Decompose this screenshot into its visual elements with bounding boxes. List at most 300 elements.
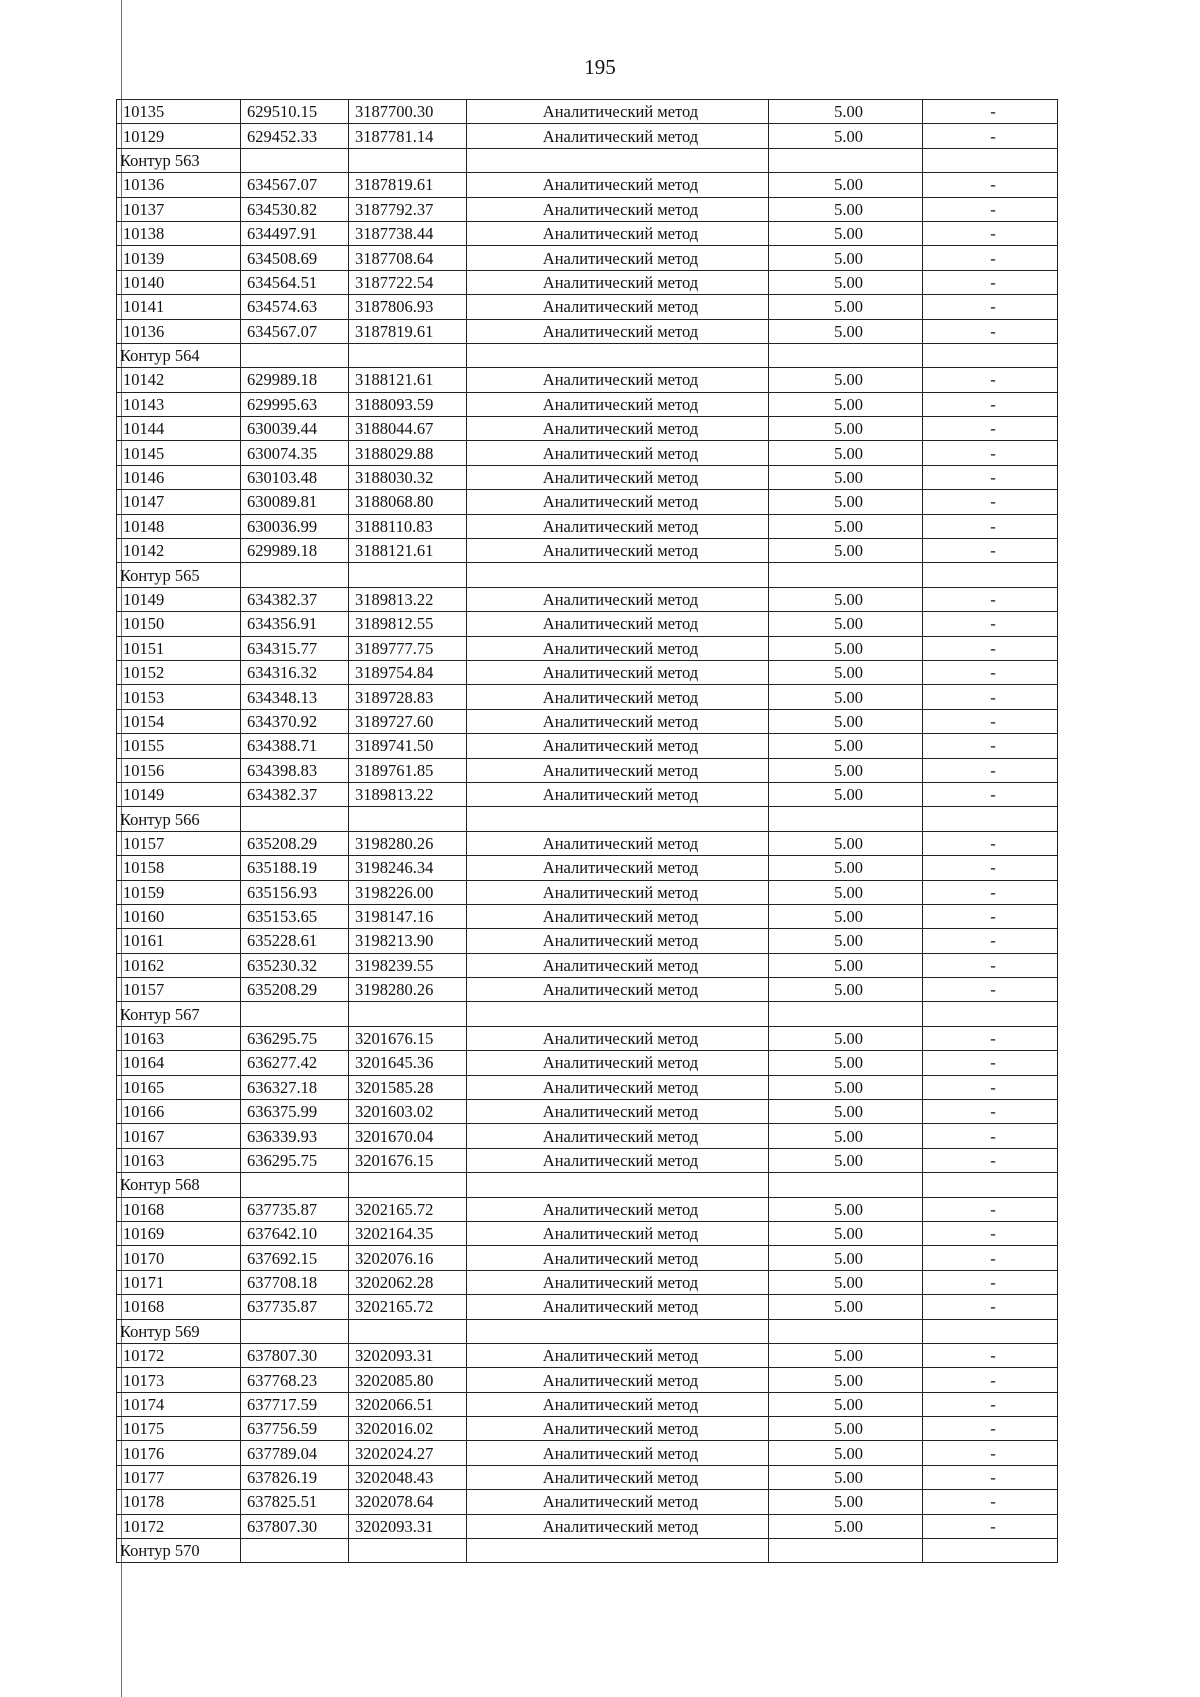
point-id-cell: 10170	[117, 1246, 241, 1270]
x-coordinate-cell: 635208.29	[241, 978, 349, 1002]
empty-cell	[769, 343, 923, 367]
point-id-cell: 10151	[117, 636, 241, 660]
note-cell: -	[923, 685, 1058, 709]
note-cell: -	[923, 1221, 1058, 1245]
x-coordinate-cell: 634370.92	[241, 709, 349, 733]
y-coordinate-cell: 3187722.54	[349, 270, 467, 294]
point-id-cell: 10163	[117, 1026, 241, 1050]
table-row	[117, 392, 1058, 416]
table-row	[117, 270, 1058, 294]
method-cell: Аналитический метод	[467, 368, 769, 392]
table-row	[117, 758, 1058, 782]
contour-label: Контур 563	[117, 148, 241, 172]
method-cell: Аналитический метод	[467, 953, 769, 977]
y-coordinate-cell: 3198213.90	[349, 929, 467, 953]
accuracy-cell: 5.00	[769, 1051, 923, 1075]
table-row	[117, 100, 1058, 124]
table-row	[117, 368, 1058, 392]
y-coordinate-cell: 3188044.67	[349, 417, 467, 441]
point-id-cell: 10176	[117, 1441, 241, 1465]
accuracy-cell: 5.00	[769, 953, 923, 977]
table-row	[117, 904, 1058, 928]
accuracy-cell: 5.00	[769, 441, 923, 465]
table-row	[117, 1026, 1058, 1050]
point-id-cell: 10144	[117, 417, 241, 441]
x-coordinate-cell: 637717.59	[241, 1392, 349, 1416]
x-coordinate-cell: 630036.99	[241, 514, 349, 538]
method-cell: Аналитический метод	[467, 1270, 769, 1294]
x-coordinate-cell: 637735.87	[241, 1197, 349, 1221]
x-coordinate-cell: 637807.30	[241, 1343, 349, 1367]
note-cell: -	[923, 1392, 1058, 1416]
y-coordinate-cell: 3202165.72	[349, 1295, 467, 1319]
note-cell: -	[923, 1246, 1058, 1270]
accuracy-cell: 5.00	[769, 417, 923, 441]
note-cell: -	[923, 782, 1058, 806]
accuracy-cell: 5.00	[769, 1221, 923, 1245]
accuracy-cell: 5.00	[769, 100, 923, 124]
accuracy-cell: 5.00	[769, 1246, 923, 1270]
method-cell: Аналитический метод	[467, 660, 769, 684]
point-id-cell: 10148	[117, 514, 241, 538]
method-cell: Аналитический метод	[467, 490, 769, 514]
y-coordinate-cell: 3202066.51	[349, 1392, 467, 1416]
note-cell: -	[923, 1441, 1058, 1465]
table-row	[117, 1100, 1058, 1124]
method-cell: Аналитический метод	[467, 856, 769, 880]
method-cell: Аналитический метод	[467, 246, 769, 270]
point-id-cell: 10173	[117, 1368, 241, 1392]
empty-cell	[923, 1539, 1058, 1563]
empty-cell	[241, 1539, 349, 1563]
x-coordinate-cell: 634348.13	[241, 685, 349, 709]
x-coordinate-cell: 635153.65	[241, 904, 349, 928]
x-coordinate-cell: 630103.48	[241, 465, 349, 489]
x-coordinate-cell: 634530.82	[241, 197, 349, 221]
table-row	[117, 587, 1058, 611]
accuracy-cell: 5.00	[769, 782, 923, 806]
point-id-cell: 10175	[117, 1417, 241, 1441]
method-cell: Аналитический метод	[467, 1148, 769, 1172]
note-cell: -	[923, 978, 1058, 1002]
y-coordinate-cell: 3202085.80	[349, 1368, 467, 1392]
method-cell: Аналитический метод	[467, 1026, 769, 1050]
method-cell: Аналитический метод	[467, 270, 769, 294]
y-coordinate-cell: 3202048.43	[349, 1465, 467, 1489]
contour-label: Контур 568	[117, 1173, 241, 1197]
note-cell: -	[923, 514, 1058, 538]
y-coordinate-cell: 3188110.83	[349, 514, 467, 538]
y-coordinate-cell: 3189754.84	[349, 660, 467, 684]
table-row	[117, 929, 1058, 953]
method-cell: Аналитический метод	[467, 539, 769, 563]
table-row	[117, 1514, 1058, 1538]
note-cell: -	[923, 1197, 1058, 1221]
accuracy-cell: 5.00	[769, 660, 923, 684]
x-coordinate-cell: 634356.91	[241, 612, 349, 636]
accuracy-cell: 5.00	[769, 1197, 923, 1221]
empty-cell	[923, 1173, 1058, 1197]
page-number: 195	[584, 55, 616, 79]
note-cell: -	[923, 441, 1058, 465]
method-cell: Аналитический метод	[467, 441, 769, 465]
note-cell: -	[923, 1465, 1058, 1489]
y-coordinate-cell: 3187781.14	[349, 124, 467, 148]
point-id-cell: 10136	[117, 319, 241, 343]
accuracy-cell: 5.00	[769, 1100, 923, 1124]
table-row	[117, 1270, 1058, 1294]
point-id-cell: 10169	[117, 1221, 241, 1245]
table-row	[117, 1490, 1058, 1514]
note-cell: -	[923, 539, 1058, 563]
point-id-cell: 10168	[117, 1295, 241, 1319]
accuracy-cell: 5.00	[769, 758, 923, 782]
method-cell: Аналитический метод	[467, 1417, 769, 1441]
y-coordinate-cell: 3187708.64	[349, 246, 467, 270]
x-coordinate-cell: 634567.07	[241, 173, 349, 197]
empty-cell	[349, 343, 467, 367]
accuracy-cell: 5.00	[769, 465, 923, 489]
y-coordinate-cell: 3201670.04	[349, 1124, 467, 1148]
x-coordinate-cell: 634574.63	[241, 295, 349, 319]
y-coordinate-cell: 3189741.50	[349, 734, 467, 758]
x-coordinate-cell: 634382.37	[241, 782, 349, 806]
empty-cell	[923, 1319, 1058, 1343]
accuracy-cell: 5.00	[769, 514, 923, 538]
method-cell: Аналитический метод	[467, 1100, 769, 1124]
table-row	[117, 124, 1058, 148]
note-cell: -	[923, 929, 1058, 953]
accuracy-cell: 5.00	[769, 392, 923, 416]
contour-row	[117, 148, 1058, 172]
accuracy-cell: 5.00	[769, 587, 923, 611]
accuracy-cell: 5.00	[769, 1441, 923, 1465]
x-coordinate-cell: 636327.18	[241, 1075, 349, 1099]
coordinates-table-body	[117, 100, 1058, 1563]
table-row	[117, 295, 1058, 319]
method-cell: Аналитический метод	[467, 978, 769, 1002]
note-cell: -	[923, 1295, 1058, 1319]
accuracy-cell: 5.00	[769, 1148, 923, 1172]
y-coordinate-cell: 3202164.35	[349, 1221, 467, 1245]
method-cell: Аналитический метод	[467, 1368, 769, 1392]
note-cell: -	[923, 660, 1058, 684]
method-cell: Аналитический метод	[467, 1246, 769, 1270]
x-coordinate-cell: 637789.04	[241, 1441, 349, 1465]
x-coordinate-cell: 637807.30	[241, 1514, 349, 1538]
x-coordinate-cell: 637642.10	[241, 1221, 349, 1245]
point-id-cell: 10136	[117, 173, 241, 197]
accuracy-cell: 5.00	[769, 612, 923, 636]
method-cell: Аналитический метод	[467, 758, 769, 782]
y-coordinate-cell: 3202024.27	[349, 1441, 467, 1465]
table-row	[117, 1221, 1058, 1245]
empty-cell	[349, 563, 467, 587]
empty-cell	[923, 1002, 1058, 1026]
accuracy-cell: 5.00	[769, 1295, 923, 1319]
empty-cell	[241, 1319, 349, 1343]
method-cell: Аналитический метод	[467, 1343, 769, 1367]
table-row	[117, 514, 1058, 538]
accuracy-cell: 5.00	[769, 685, 923, 709]
point-id-cell: 10163	[117, 1148, 241, 1172]
point-id-cell: 10162	[117, 953, 241, 977]
empty-cell	[769, 148, 923, 172]
empty-cell	[467, 343, 769, 367]
note-cell: -	[923, 1026, 1058, 1050]
accuracy-cell: 5.00	[769, 368, 923, 392]
accuracy-cell: 5.00	[769, 978, 923, 1002]
y-coordinate-cell: 3188093.59	[349, 392, 467, 416]
table-row	[117, 1295, 1058, 1319]
contour-label: Контур 569	[117, 1319, 241, 1343]
point-id-cell: 10155	[117, 734, 241, 758]
empty-cell	[467, 1173, 769, 1197]
point-id-cell: 10172	[117, 1514, 241, 1538]
empty-cell	[769, 1002, 923, 1026]
method-cell: Аналитический метод	[467, 417, 769, 441]
accuracy-cell: 5.00	[769, 1026, 923, 1050]
table-row	[117, 417, 1058, 441]
point-id-cell: 10165	[117, 1075, 241, 1099]
method-cell: Аналитический метод	[467, 904, 769, 928]
contour-row	[117, 563, 1058, 587]
method-cell: Аналитический метод	[467, 197, 769, 221]
table-row	[117, 1148, 1058, 1172]
x-coordinate-cell: 636375.99	[241, 1100, 349, 1124]
x-coordinate-cell: 637756.59	[241, 1417, 349, 1441]
method-cell: Аналитический метод	[467, 1490, 769, 1514]
y-coordinate-cell: 3188068.80	[349, 490, 467, 514]
point-id-cell: 10168	[117, 1197, 241, 1221]
method-cell: Аналитический метод	[467, 831, 769, 855]
note-cell: -	[923, 490, 1058, 514]
note-cell: -	[923, 612, 1058, 636]
table-row	[117, 782, 1058, 806]
method-cell: Аналитический метод	[467, 514, 769, 538]
x-coordinate-cell: 637826.19	[241, 1465, 349, 1489]
x-coordinate-cell: 634388.71	[241, 734, 349, 758]
point-id-cell: 10164	[117, 1051, 241, 1075]
point-id-cell: 10167	[117, 1124, 241, 1148]
method-cell: Аналитический метод	[467, 221, 769, 245]
y-coordinate-cell: 3189728.83	[349, 685, 467, 709]
note-cell: -	[923, 197, 1058, 221]
table-row	[117, 465, 1058, 489]
empty-cell	[769, 1319, 923, 1343]
point-id-cell: 10177	[117, 1465, 241, 1489]
note-cell: -	[923, 392, 1058, 416]
y-coordinate-cell: 3187738.44	[349, 221, 467, 245]
note-cell: -	[923, 880, 1058, 904]
empty-cell	[769, 1539, 923, 1563]
empty-cell	[467, 1002, 769, 1026]
method-cell: Аналитический метод	[467, 685, 769, 709]
method-cell: Аналитический метод	[467, 1051, 769, 1075]
y-coordinate-cell: 3188121.61	[349, 539, 467, 563]
empty-cell	[241, 1173, 349, 1197]
y-coordinate-cell: 3201603.02	[349, 1100, 467, 1124]
y-coordinate-cell: 3187819.61	[349, 319, 467, 343]
point-id-cell: 10137	[117, 197, 241, 221]
contour-row	[117, 343, 1058, 367]
note-cell: -	[923, 1124, 1058, 1148]
y-coordinate-cell: 3202093.31	[349, 1343, 467, 1367]
x-coordinate-cell: 636295.75	[241, 1148, 349, 1172]
accuracy-cell: 5.00	[769, 173, 923, 197]
note-cell: -	[923, 831, 1058, 855]
contour-row	[117, 807, 1058, 831]
accuracy-cell: 5.00	[769, 539, 923, 563]
y-coordinate-cell: 3202093.31	[349, 1514, 467, 1538]
contour-row	[117, 1173, 1058, 1197]
x-coordinate-cell: 629989.18	[241, 539, 349, 563]
method-cell: Аналитический метод	[467, 465, 769, 489]
empty-cell	[349, 1002, 467, 1026]
accuracy-cell: 5.00	[769, 734, 923, 758]
note-cell: -	[923, 173, 1058, 197]
table-row	[117, 441, 1058, 465]
point-id-cell: 10150	[117, 612, 241, 636]
x-coordinate-cell: 636295.75	[241, 1026, 349, 1050]
table-row	[117, 978, 1058, 1002]
method-cell: Аналитический метод	[467, 1197, 769, 1221]
empty-cell	[769, 807, 923, 831]
point-id-cell: 10142	[117, 539, 241, 563]
accuracy-cell: 5.00	[769, 636, 923, 660]
y-coordinate-cell: 3198147.16	[349, 904, 467, 928]
point-id-cell: 10160	[117, 904, 241, 928]
x-coordinate-cell: 629995.63	[241, 392, 349, 416]
contour-label: Контур 567	[117, 1002, 241, 1026]
method-cell: Аналитический метод	[467, 1441, 769, 1465]
point-id-cell: 10166	[117, 1100, 241, 1124]
x-coordinate-cell: 630039.44	[241, 417, 349, 441]
y-coordinate-cell: 3201585.28	[349, 1075, 467, 1099]
point-id-cell: 10147	[117, 490, 241, 514]
accuracy-cell: 5.00	[769, 1075, 923, 1099]
method-cell: Аналитический метод	[467, 1392, 769, 1416]
x-coordinate-cell: 634567.07	[241, 319, 349, 343]
empty-cell	[241, 343, 349, 367]
accuracy-cell: 5.00	[769, 197, 923, 221]
point-id-cell: 10178	[117, 1490, 241, 1514]
table-row	[117, 953, 1058, 977]
table-row	[117, 1343, 1058, 1367]
note-cell: -	[923, 1270, 1058, 1294]
note-cell: -	[923, 221, 1058, 245]
empty-cell	[467, 563, 769, 587]
y-coordinate-cell: 3189813.22	[349, 587, 467, 611]
contour-row	[117, 1002, 1058, 1026]
point-id-cell: 10140	[117, 270, 241, 294]
accuracy-cell: 5.00	[769, 904, 923, 928]
note-cell: -	[923, 1417, 1058, 1441]
method-cell: Аналитический метод	[467, 392, 769, 416]
method-cell: Аналитический метод	[467, 319, 769, 343]
point-id-cell: 10153	[117, 685, 241, 709]
table-row	[117, 831, 1058, 855]
note-cell: -	[923, 904, 1058, 928]
table-row	[117, 734, 1058, 758]
x-coordinate-cell: 635208.29	[241, 831, 349, 855]
x-coordinate-cell: 634497.91	[241, 221, 349, 245]
empty-cell	[923, 148, 1058, 172]
table-row	[117, 319, 1058, 343]
method-cell: Аналитический метод	[467, 1124, 769, 1148]
table-row	[117, 660, 1058, 684]
empty-cell	[467, 1319, 769, 1343]
accuracy-cell: 5.00	[769, 246, 923, 270]
accuracy-cell: 5.00	[769, 1417, 923, 1441]
method-cell: Аналитический метод	[467, 124, 769, 148]
table-row	[117, 1392, 1058, 1416]
empty-cell	[349, 1319, 467, 1343]
note-cell: -	[923, 636, 1058, 660]
point-id-cell: 10157	[117, 831, 241, 855]
empty-cell	[241, 1002, 349, 1026]
contour-row	[117, 1539, 1058, 1563]
empty-cell	[467, 148, 769, 172]
x-coordinate-cell: 634382.37	[241, 587, 349, 611]
point-id-cell: 10149	[117, 587, 241, 611]
y-coordinate-cell: 3198226.00	[349, 880, 467, 904]
method-cell: Аналитический метод	[467, 1295, 769, 1319]
accuracy-cell: 5.00	[769, 1392, 923, 1416]
method-cell: Аналитический метод	[467, 1465, 769, 1489]
contour-label: Контур 570	[117, 1539, 241, 1563]
x-coordinate-cell: 634398.83	[241, 758, 349, 782]
note-cell: -	[923, 124, 1058, 148]
table-row	[117, 1197, 1058, 1221]
x-coordinate-cell: 635156.93	[241, 880, 349, 904]
y-coordinate-cell: 3202165.72	[349, 1197, 467, 1221]
table-row	[117, 1368, 1058, 1392]
point-id-cell: 10138	[117, 221, 241, 245]
note-cell: -	[923, 587, 1058, 611]
point-id-cell: 10174	[117, 1392, 241, 1416]
note-cell: -	[923, 1051, 1058, 1075]
accuracy-cell: 5.00	[769, 880, 923, 904]
y-coordinate-cell: 3202076.16	[349, 1246, 467, 1270]
y-coordinate-cell: 3198280.26	[349, 831, 467, 855]
method-cell: Аналитический метод	[467, 929, 769, 953]
y-coordinate-cell: 3189812.55	[349, 612, 467, 636]
x-coordinate-cell: 630089.81	[241, 490, 349, 514]
note-cell: -	[923, 100, 1058, 124]
accuracy-cell: 5.00	[769, 1490, 923, 1514]
method-cell: Аналитический метод	[467, 1075, 769, 1099]
method-cell: Аналитический метод	[467, 782, 769, 806]
x-coordinate-cell: 634564.51	[241, 270, 349, 294]
empty-cell	[467, 1539, 769, 1563]
method-cell: Аналитический метод	[467, 612, 769, 636]
note-cell: -	[923, 295, 1058, 319]
point-id-cell: 10157	[117, 978, 241, 1002]
accuracy-cell: 5.00	[769, 319, 923, 343]
accuracy-cell: 5.00	[769, 295, 923, 319]
note-cell: -	[923, 368, 1058, 392]
accuracy-cell: 5.00	[769, 929, 923, 953]
method-cell: Аналитический метод	[467, 636, 769, 660]
method-cell: Аналитический метод	[467, 1514, 769, 1538]
y-coordinate-cell: 3202062.28	[349, 1270, 467, 1294]
table-row	[117, 539, 1058, 563]
table-row	[117, 1075, 1058, 1099]
table-row	[117, 636, 1058, 660]
table-row	[117, 197, 1058, 221]
table-row	[117, 173, 1058, 197]
